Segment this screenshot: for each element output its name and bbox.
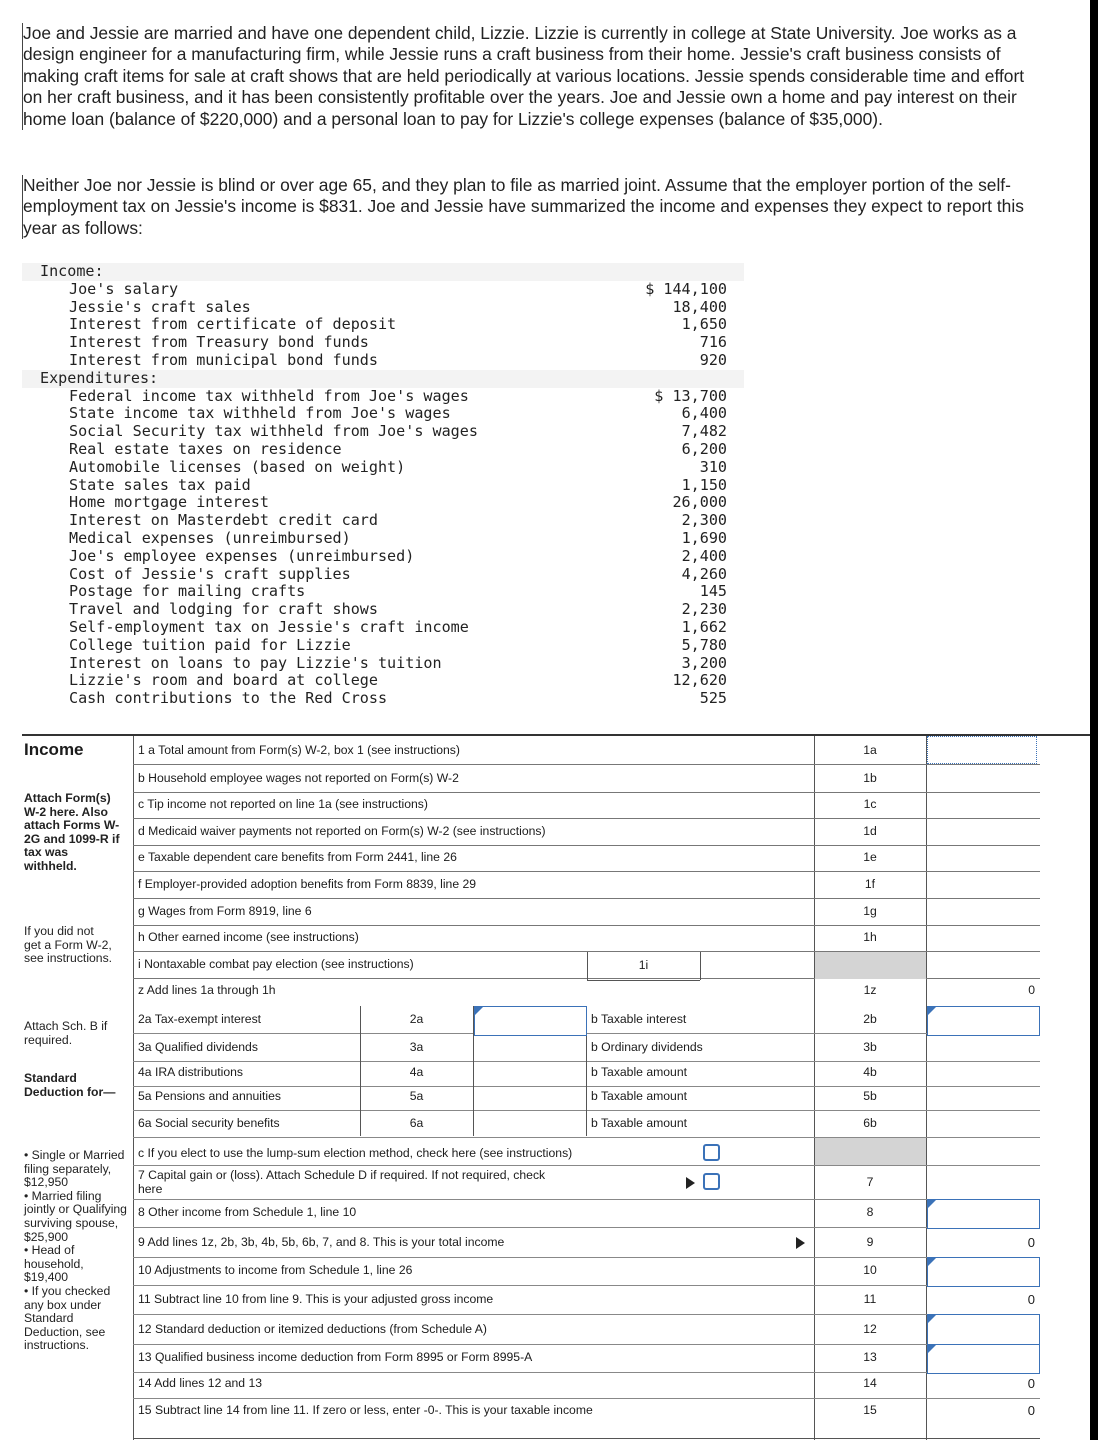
- line-label: h Other earned income (see instructions): [138, 930, 359, 944]
- line-label: b Ordinary dividends: [591, 1040, 703, 1054]
- line-code: 14: [863, 1376, 877, 1390]
- rule-line: [133, 898, 1040, 899]
- expenditure-item-amount: 6,400: [681, 404, 727, 423]
- line-code: 3b: [863, 1040, 877, 1054]
- rule-line: [700, 952, 701, 980]
- line-label: 3a Qualified dividends: [138, 1040, 258, 1054]
- line-code: 12: [863, 1322, 877, 1336]
- line-code: 15: [863, 1403, 877, 1417]
- expenditure-item: [22, 601, 744, 619]
- line-amount[interactable]: 0: [1027, 1292, 1035, 1307]
- capital-gain-checkbox[interactable]: [703, 1173, 720, 1190]
- amount-input-cell[interactable]: [927, 1314, 1040, 1346]
- expenditure-item: [22, 690, 744, 708]
- income-item-label: Jessie's craft sales: [69, 297, 251, 316]
- line-label: 15 Subtract line 14 from line 11. If zero or less, enter -0-. This is your taxable income: [138, 1403, 593, 1417]
- expenditure-item-amount: 2,230: [681, 600, 727, 619]
- line-label: 7 Capital gain or (loss). Attach Schedule D if required. If not required, check: [138, 1168, 546, 1182]
- expenditure-item: [22, 512, 744, 530]
- expenditure-item-label: Home mortgage interest: [69, 493, 269, 512]
- income-expense-summary: [22, 263, 744, 708]
- expenditure-item-amount: 2,400: [681, 546, 727, 565]
- expenditure-item: [22, 494, 744, 512]
- line-code: 11: [863, 1292, 877, 1306]
- input-marker: [928, 1200, 936, 1208]
- expenditure-item-amount: 1,690: [681, 529, 727, 547]
- line-label: 1 a Total amount from Form(s) W-2, box 1 (see instructions): [138, 743, 460, 757]
- expenditure-item-amount: 3,200: [681, 653, 727, 672]
- gray-block: [815, 952, 926, 979]
- expenditure-item-amount: 525: [699, 689, 727, 708]
- income-item-label: Joe's salary: [69, 279, 179, 298]
- input-marker: [928, 1315, 936, 1323]
- expenditure-item-label: Cost of Jessie's craft supplies: [69, 564, 351, 583]
- rule-line: [133, 871, 1040, 872]
- line-code: 4b: [863, 1065, 877, 1079]
- income-item: [22, 334, 744, 352]
- line-label: g Wages from Form 8919, line 6: [138, 904, 312, 918]
- line-code: 5a: [409, 1089, 424, 1103]
- line-label: d Medicaid waiver payments not reported on Form(s) W-2 (see instructions): [138, 824, 546, 838]
- rule-line: [133, 1372, 1040, 1373]
- arrow-icon: [686, 1177, 695, 1189]
- rule-line: [133, 1227, 1040, 1228]
- expenditure-item-label: State income tax withheld from Joe's wages: [69, 404, 451, 423]
- expenditure-item-amount: 12,620: [672, 671, 727, 690]
- expenditures-heading: [22, 370, 744, 388]
- line-label: b Taxable amount: [591, 1065, 687, 1079]
- line-label: 5a Pensions and annuities: [138, 1089, 281, 1103]
- line-1a-input-box[interactable]: [927, 736, 1037, 764]
- amount-input-cell[interactable]: [927, 1344, 1040, 1374]
- income-item: [22, 281, 744, 299]
- line-code: 1g: [863, 904, 877, 918]
- expenditure-item: [22, 637, 744, 655]
- rule-line: [133, 1285, 1040, 1286]
- rule-line: [133, 764, 1040, 765]
- line-label: 13 Qualified business income deduction from Form 8995 or Form 8995-A: [138, 1350, 533, 1364]
- intro-paragraph-2: Neither Joe nor Jessie is blind or over age 65, and they plan to file as married joint. Assume that the employer portion of the self-employment tax on Jessie's income is $831. Joe and Jessie have summarized the income and expenses they expect to report this year as follows:: [22, 175, 1043, 239]
- side-attach-note: Attach Form(s) W-2 here. Also attach Forms W-2G and 1099-R if tax was withheld.: [24, 791, 120, 873]
- expenditure-item: [22, 530, 744, 548]
- expenditure-item: [22, 423, 744, 441]
- expenditure-item-amount: $ 13,700: [654, 386, 727, 405]
- line-code: 6a: [409, 1116, 424, 1130]
- line-code: 2b: [863, 1012, 877, 1026]
- std-deduction-item: • Married filing jointly or Qualifying surviving spouse, $25,900: [24, 1188, 127, 1244]
- line-code: 1h: [863, 930, 877, 944]
- line-label: b Taxable amount: [591, 1089, 687, 1103]
- line-amount[interactable]: 0: [1027, 1403, 1035, 1418]
- line-code: 10: [863, 1263, 877, 1277]
- expenditure-item: [22, 548, 744, 566]
- side-std-list: [24, 1149, 128, 1353]
- line-code: 1z: [863, 983, 877, 997]
- line-code: 9: [866, 1235, 874, 1249]
- rule-line: [133, 1257, 1040, 1258]
- income-item-label: Interest from certificate of deposit: [69, 315, 397, 334]
- rule-line: [587, 980, 700, 981]
- line-code: 1b: [863, 771, 877, 785]
- income-item: [22, 299, 744, 317]
- expenditure-item-amount: 7,482: [681, 422, 727, 441]
- input-marker: [928, 1345, 936, 1353]
- rule-line: [133, 1165, 1040, 1166]
- expenditure-item: [22, 583, 744, 601]
- section-title: Income: [24, 740, 84, 759]
- expenditure-item-label: Interest on loans to pay Lizzie's tuition: [69, 653, 442, 672]
- expenditures-heading-label: Expenditures:: [40, 368, 159, 387]
- lump-sum-checkbox[interactable]: [703, 1144, 720, 1161]
- amount-input-cell[interactable]: [927, 1257, 1040, 1287]
- expenditure-item-label: Lizzie's room and board at college: [69, 671, 378, 690]
- expenditure-item-amount: 1,662: [681, 618, 727, 636]
- expenditure-item: [22, 441, 744, 459]
- intro-paragraph-1: Joe and Jessie are married and have one dependent child, Lizzie. Lizzie is currently in college at State University. Joe works as a design engineer for a manufacturing firm, while Jessie runs a craft business from their home. Jessie's craft business consists of making craft items for sale at craft shows that are held periodically at various locations. Jessie spends considerable time and effort on her craft business, and it has been consistently profitable over the years. Joe and Jessie own a home and pay interest on their home loan (balance of $220,000) and a personal loan to pay for Lizzie's college expenses (balance of $35,000).: [22, 23, 1043, 130]
- income-item: [22, 352, 744, 370]
- line-amount[interactable]: 0: [1027, 1235, 1035, 1250]
- std-deduction-item: • Head of household, $19,400: [24, 1243, 84, 1285]
- expenditure-item: [22, 655, 744, 673]
- expenditure-item-label: Automobile licenses (based on weight): [69, 457, 406, 476]
- line-label: i Nontaxable combat pay election (see instructions): [138, 957, 414, 971]
- expenditure-item-label: Real estate taxes on residence: [69, 440, 342, 458]
- rule-line: [133, 736, 134, 1440]
- side-std-title: Standard Deduction for—: [24, 1071, 116, 1099]
- line-label: b Taxable interest: [591, 1012, 687, 1026]
- rule-line: [133, 818, 1040, 819]
- expenditure-item: [22, 477, 744, 495]
- line-2a-input[interactable]: [474, 1006, 587, 1036]
- expenditure-item-label: Medical expenses (unreimbursed): [69, 529, 351, 547]
- expenditure-item-label: Self-employment tax on Jessie's craft income: [69, 618, 469, 636]
- rule-line: [133, 845, 1040, 846]
- rule-line: [133, 1314, 1040, 1315]
- line-label: z Add lines 1a through 1h: [138, 983, 276, 997]
- line-label: f Employer-provided adoption benefits from Form 8839, line 29: [138, 877, 477, 891]
- expenditure-item-label: Federal income tax withheld from Joe's wages: [69, 386, 469, 405]
- expenditure-item-amount: 2,300: [681, 511, 727, 530]
- rule-line: [133, 1438, 1040, 1439]
- line-label: e Taxable dependent care benefits from Form 2441, line 26: [138, 850, 457, 864]
- expenditure-item: [22, 405, 744, 423]
- line-label: c Tip income not reported on line 1a (see instructions): [138, 797, 428, 811]
- std-deduction-item: • Single or Married filing separately, $12,950: [24, 1148, 125, 1190]
- std-deduction-item: • If you checked any box under Standard Deduction, see instructions.: [24, 1283, 111, 1353]
- line-label: 2a Tax-exempt interest: [138, 1012, 262, 1026]
- rule-line: [133, 925, 1040, 926]
- expenditure-item-label: State sales tax paid: [69, 475, 251, 494]
- income-item-amount: 1,650: [681, 315, 727, 334]
- expenditure-item-label: College tuition paid for Lizzie: [69, 635, 351, 654]
- line-label: 8 Other income from Schedule 1, line 10: [138, 1205, 357, 1219]
- line-label: 6a Social security benefits: [138, 1116, 280, 1130]
- expenditure-item-amount: 145: [699, 582, 727, 601]
- line-label: 4a IRA distributions: [138, 1065, 244, 1079]
- expenditure-item-label: Joe's employee expenses (unreimbursed): [69, 546, 415, 565]
- line-code: 1f: [864, 877, 876, 891]
- expenditure-item-amount: 4,260: [681, 564, 727, 583]
- line-code: 1d: [863, 824, 877, 838]
- line-amount[interactable]: 0: [1028, 983, 1035, 997]
- line-code: 7: [866, 1175, 874, 1189]
- side-sch-b-note: Attach Sch. B if required.: [24, 1019, 108, 1047]
- line-label: c If you elect to use the lump-sum election method, check here (see instructions): [138, 1146, 573, 1160]
- expenditure-item-label: Interest on Masterdebt credit card: [69, 511, 378, 530]
- line-label: 11 Subtract line 10 from line 9. This is your adjusted gross income: [138, 1292, 494, 1306]
- line-amount[interactable]: 0: [1027, 1376, 1035, 1391]
- income-item-amount: $ 144,100: [645, 279, 727, 298]
- expenditure-item: [22, 619, 744, 637]
- line-label: 12 Standard deduction or itemized deductions (from Schedule A): [138, 1322, 487, 1336]
- form-1040-income-section: [0, 734, 1090, 1440]
- line-code: 8: [866, 1205, 874, 1219]
- income-item-amount: 920: [699, 351, 727, 369]
- expenditure-item-amount: 26,000: [672, 493, 727, 512]
- line-code: 6b: [863, 1116, 877, 1130]
- line-code: 1i: [638, 958, 649, 972]
- expenditure-item-amount: 310: [699, 457, 727, 476]
- arrow-icon: [796, 1237, 805, 1249]
- expenditure-item-label: Postage for mailing crafts: [69, 582, 306, 601]
- line-label: here: [138, 1182, 163, 1196]
- line-code: 1e: [863, 850, 877, 864]
- amount-input-cell[interactable]: [927, 1199, 1040, 1229]
- income-item-amount: 716: [699, 333, 727, 352]
- line-code: 2a: [409, 1012, 424, 1026]
- income-heading-label: Income:: [40, 262, 104, 280]
- expenditure-item-label: Cash contributions to the Red Cross: [69, 689, 388, 708]
- line-label: b Household employee wages not reported on Form(s) W-2: [138, 771, 459, 785]
- expenditure-item-label: Travel and lodging for craft shows: [69, 600, 378, 619]
- line-label: 14 Add lines 12 and 13: [138, 1376, 263, 1390]
- income-heading: [22, 263, 744, 281]
- side-no-w2-note: If you did not get a Form W-2, see instructions.: [24, 924, 113, 966]
- line-code: 13: [863, 1350, 877, 1364]
- income-item-label: Interest from municipal bond funds: [69, 351, 378, 369]
- expenditure-item: [22, 672, 744, 690]
- income-item-amount: 18,400: [672, 297, 727, 316]
- line-label: 10 Adjustments to income from Schedule 1, line 26: [138, 1263, 413, 1277]
- line-code: 5b: [863, 1089, 877, 1103]
- expenditure-item-amount: 1,150: [681, 475, 727, 494]
- line-label: 9 Add lines 1z, 2b, 3b, 4b, 5b, 6b, 7, and 8. This is your total income: [138, 1235, 505, 1249]
- line-code: 1a: [863, 743, 877, 757]
- line-code: 1c: [863, 797, 877, 811]
- rule-line: [133, 1398, 1040, 1399]
- input-marker: [475, 1007, 483, 1015]
- income-item: [22, 316, 744, 334]
- line-label: b Taxable amount: [591, 1116, 687, 1130]
- input-marker: [928, 1258, 936, 1266]
- expenditure-item: [22, 566, 744, 584]
- expenditure-item-label: Social Security tax withheld from Joe's wages: [69, 422, 478, 441]
- expenditure-item: [22, 459, 744, 477]
- input-marker: [928, 1007, 936, 1015]
- line-code: 3a: [409, 1040, 424, 1054]
- line-2b-input[interactable]: [927, 1006, 1040, 1036]
- rule-line: [133, 1344, 1040, 1345]
- gray-block: [815, 1138, 926, 1165]
- expenditure-item-amount: 6,200: [681, 440, 727, 458]
- expenditure-item-amount: 5,780: [681, 635, 727, 654]
- line-code: 4a: [409, 1065, 424, 1079]
- income-item-label: Interest from Treasury bond funds: [69, 333, 369, 352]
- rule-line: [360, 1006, 361, 1136]
- rule-line: [133, 1199, 1040, 1200]
- rule-line: [133, 792, 1040, 793]
- expenditure-item: [22, 388, 744, 406]
